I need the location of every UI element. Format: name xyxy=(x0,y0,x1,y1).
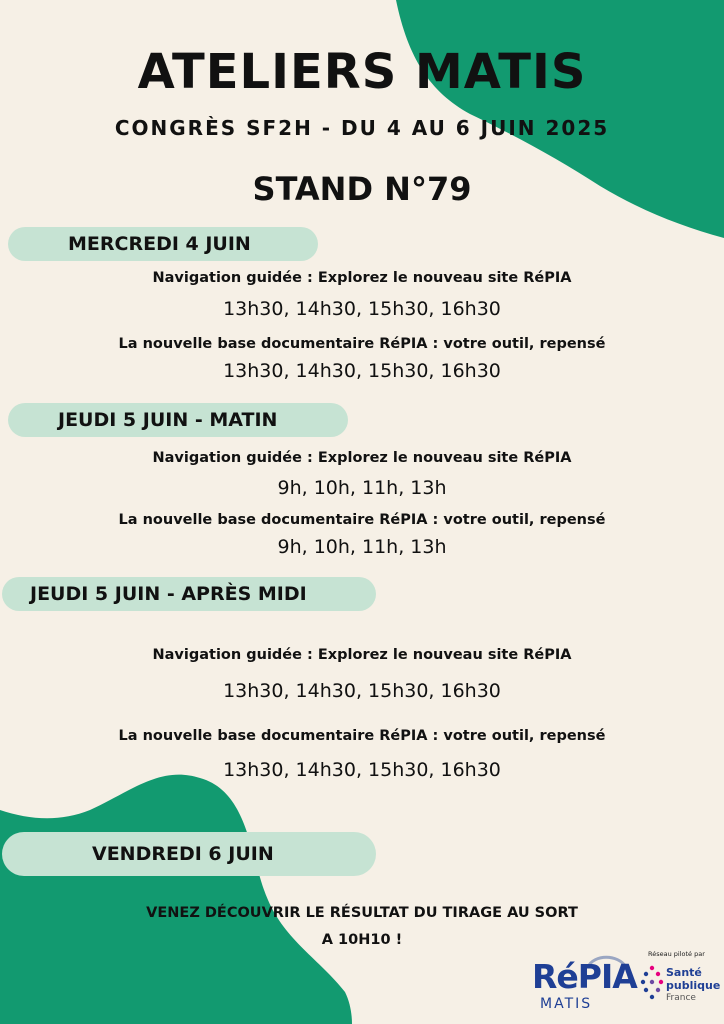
day-label: JEUDI 5 JUIN - MATIN xyxy=(58,409,278,431)
session-times: 13h30, 14h30, 15h30, 16h30 xyxy=(223,759,501,781)
repia-wordmark: RéPIA xyxy=(532,957,637,996)
sante-publique-logo xyxy=(640,950,720,1020)
session-title: Navigation guidée : Explorez le nouveau site RéPIA xyxy=(152,270,572,286)
session-times: 13h30, 14h30, 15h30, 16h30 xyxy=(223,680,501,702)
day-pill-thursday-afternoon xyxy=(2,577,376,611)
page-title: ATELIERS MATIS xyxy=(137,44,587,100)
day-pill-friday xyxy=(2,832,376,876)
day-pill-thursday-morning xyxy=(8,403,348,437)
matis-wordmark: MATIS xyxy=(540,996,593,1012)
sante-line-2: publique xyxy=(666,979,721,992)
piloted-by-label: Réseau piloté par xyxy=(648,950,705,958)
session-title: La nouvelle base documentaire RéPIA : votre outil, repensé xyxy=(118,512,606,528)
session-title: Navigation guidée : Explorez le nouveau site RéPIA xyxy=(152,450,572,466)
sante-line-3: France xyxy=(666,993,696,1003)
session-times: 9h, 10h, 11h, 13h xyxy=(277,477,447,499)
session-title: Navigation guidée : Explorez le nouveau site RéPIA xyxy=(152,647,572,663)
repia-logo xyxy=(532,952,636,1016)
session-times: 13h30, 14h30, 15h30, 16h30 xyxy=(223,298,501,320)
sante-line-1: Santé xyxy=(666,966,702,979)
day-label: MERCREDI 4 JUIN xyxy=(68,233,251,255)
page-subtitle: CONGRÈS SF2H - DU 4 AU 6 JUIN 2025 xyxy=(114,116,610,140)
sante-publique-dots-icon xyxy=(640,964,664,1004)
day-pill-wednesday xyxy=(8,227,318,261)
raffle-announcement: VENEZ DÉCOUVRIR LE RÉSULTAT DU TIRAGE AU SORT xyxy=(146,905,578,921)
stand-number: STAND N°79 xyxy=(252,170,472,208)
day-label: JEUDI 5 JUIN - APRÈS MIDI xyxy=(30,583,307,605)
day-label: VENDREDI 6 JUIN xyxy=(92,843,274,865)
raffle-time: A 10H10 ! xyxy=(321,932,403,948)
session-title: La nouvelle base documentaire RéPIA : votre outil, repensé xyxy=(118,336,606,352)
session-times: 13h30, 14h30, 15h30, 16h30 xyxy=(223,360,501,382)
bottom-left-blob xyxy=(0,770,400,1024)
session-title: La nouvelle base documentaire RéPIA : votre outil, repensé xyxy=(118,728,606,744)
session-times: 9h, 10h, 11h, 13h xyxy=(277,536,447,558)
